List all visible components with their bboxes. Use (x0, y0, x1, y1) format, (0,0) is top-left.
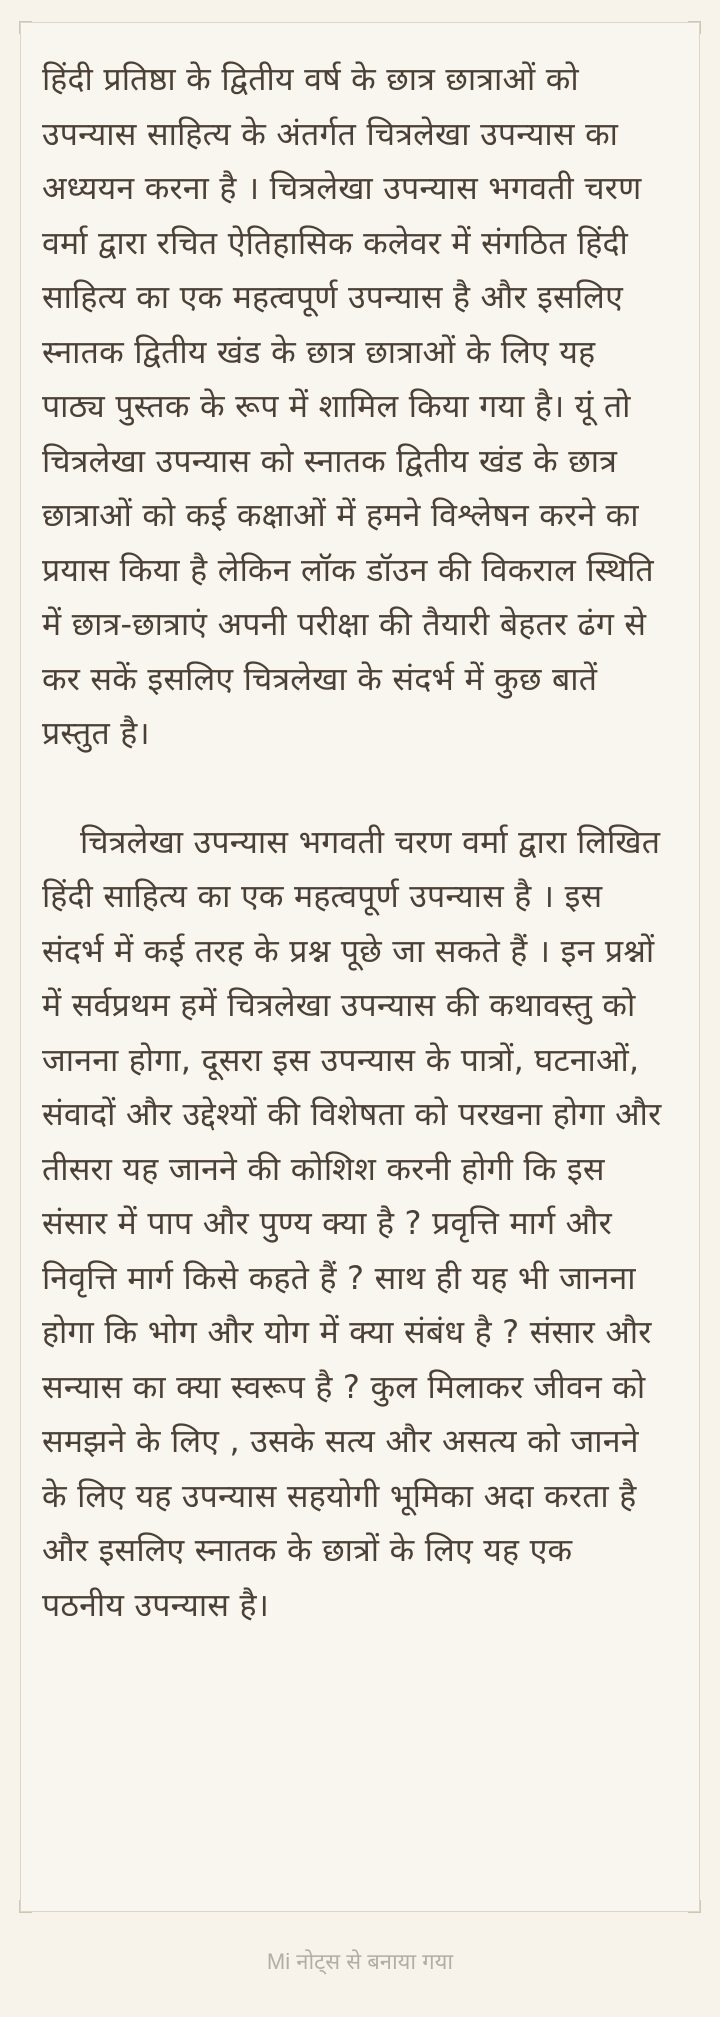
footer-watermark: Mi नोट्स से बनाया गया (266, 1949, 454, 1974)
paragraph-1: हिंदी प्रतिष्ठा के द्वितीय वर्ष के छात्र छात्राओं को उपन्यास साहित्य के अंतर्गत चित्रलेखा उपन्यास का अध्ययन करना है । चित्रलेखा उपन्यास भगवती चरण वर्मा द्वारा रचित ऐतिहासिक कलेवर में संगठित हिंदी साहित्य का एक महत्वपूर्ण उपन्यास है और इसलिए स्नातक द्वितीय खंड के छात्र छात्राओं के लिए यह पाठ्य पुस्तक के रूप में शामिल किया गया है। यूं तो चित्रलेखा उपन्यास को स्नातक द्वितीय खंड के छात्र छात्राओं को कई कक्षाओं में हमने विश्लेषन करने का प्रयास किया है लेकिन लॉक डॉउन की विकराल स्थिति में छात्र-छात्राएं अपनी परीक्षा की तैयारी बेहतर ढंग से कर सकें इसलिए चित्रलेखा के संदर्भ में कुछ बातें प्रस्तुत है। (42, 60, 654, 752)
corner-ornament (688, 1900, 701, 1913)
paragraph-2: चित्रलेखा उपन्यास भगवती चरण वर्मा द्वारा लिखित हिंदी साहित्य का एक महत्वपूर्ण उपन्यास है । इस संदर्भ में कई तरह के प्रश्न पूछे जा सकते हैं । इन प्रश्नों में सर्वप्रथम हमें चित्रलेखा उपन्यास की कथावस्तु को जानना होगा, दूसरा इस उपन्यास के पात्रों, घटनाओं, संवादों और उद्देश्यों की विशेषता को परखना होगा और तीसरा यह जानने की कोशिश करनी होगी कि इस संसार में पाप और पुण्य क्या है ? प्रवृत्ति मार्ग और निवृत्ति मार्ग किसे कहते हैं ? साथ ही यह भी जानना होगा कि भोग और योग में क्या संबंध है ? संसार और सन्यास का क्या स्वरूप है ? कुल मिलाकर जीवन को समझने के लिए , उसके सत्य और असत्य को जानने के लिए यह उपन्यास सहयोगी भूमिका अदा करता है और इसलिए स्नातक के छात्रों के लिए यह एक पठनीय उपन्यास है। (42, 822, 662, 1624)
corner-ornament (688, 21, 701, 34)
corner-ornament (19, 21, 32, 34)
note-body[interactable] (42, 52, 662, 1632)
corner-ornament (19, 1900, 32, 1913)
